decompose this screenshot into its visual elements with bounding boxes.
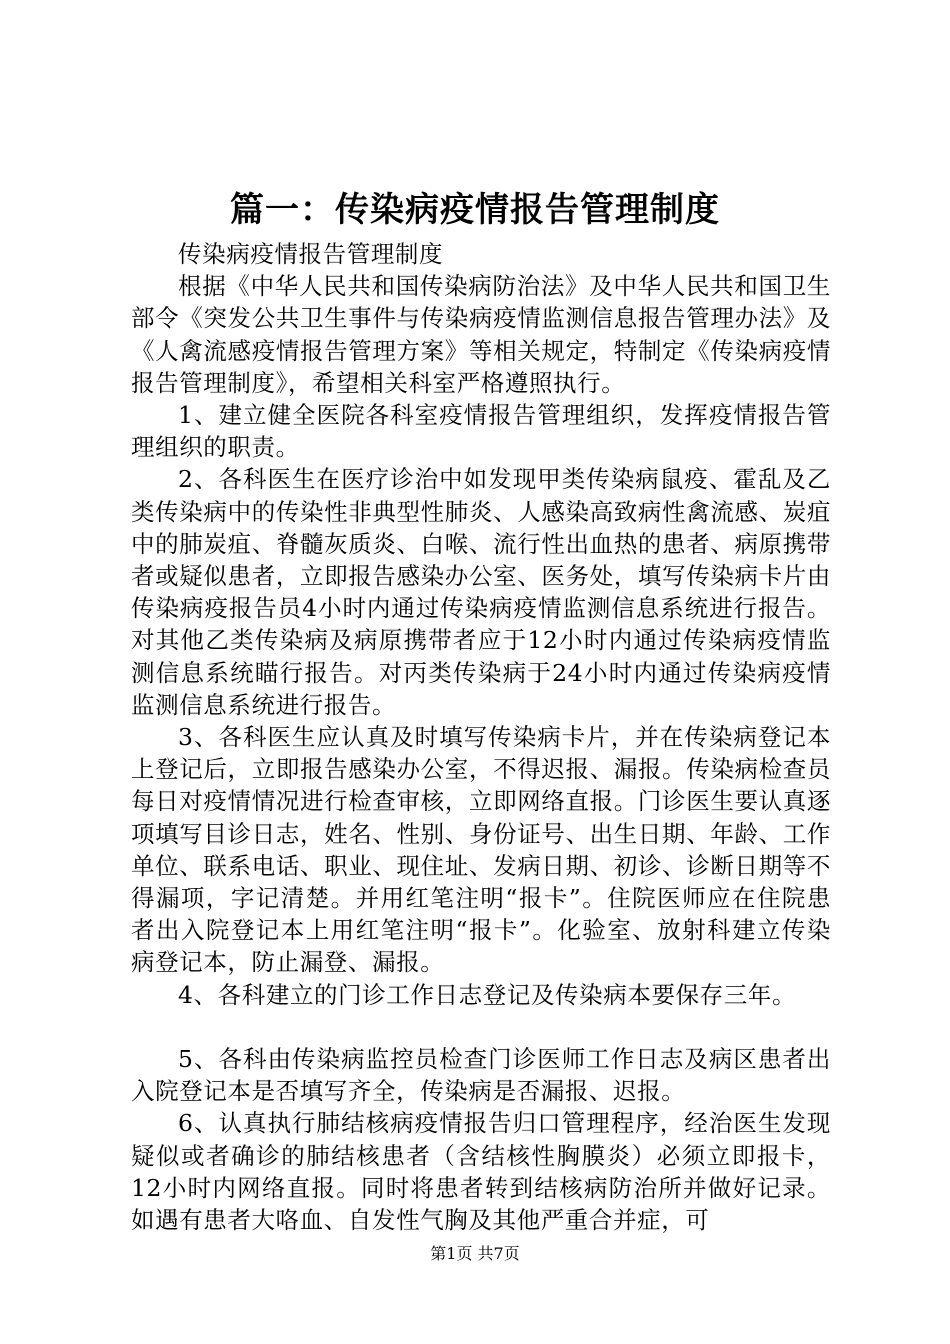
paragraph-item-3: 3、各科医生应认真及时填写传染病卡片，并在传染病登记本上登记后，立即报告感染办公室，不得迟报、漏报。传染病检查员每日对疫情情况进行检查审核，立即网络直报。门诊医生要认真逐项填写目诊日志，姓名、性别、身份证号、出生日期、年龄、工作单位、联系电话、职业、现住址、发病日期、初诊、诊断日期等不得漏项，字记清楚。并用红笔注明“报卡”。住院医师应在住院患者出入院登记本上用红笔注明“报卡”。化验室、放射科建立传染病登记本，防止漏登、漏报。: [131, 723, 831, 977]
paragraph-subtitle: 传染病疫情报告管理制度: [178, 240, 444, 268]
paragraph-item-2: 2、各科医生在医疗诊治中如发现甲类传染病鼠疫、霍乱及乙类传染病中的传染性非典型性肺炎、人感染高致病性禽流感、炭疽中的肺炭疽、脊髓灰质炎、白喉、流行性出血热的患者、病原携带者或疑似患者，立即报告感染办公室、医务处，填写传染病卡片由传染病疫报告员4小时内通过传染病疫情监测信息系统进行报告。对其他乙类传染病及病原携带者应于12小时内通过传染病疫情监测信息系统瞄行报告。对丙类传染病于24小时内通过传染病疫情监测信息系统进行报告。: [131, 465, 831, 719]
document-title: 篇一：传染病疫情报告管理制度: [230, 190, 720, 230]
paragraph-item-6: 6、认真执行肺结核病疫情报告归口管理程序，经治医生发现疑似或者确诊的肺结核患者（含结核性胸膜炎）必须立即报卡，12小时内网络直报。同时将患者转到结核病防治所并做好记录。如遇有患者大咯血、自发性气胸及其他严重合并症，可: [131, 1109, 831, 1235]
paragraph-intro: 根据《中华人民共和国传染病防治法》及中华人民共和国卫生部令《突发公共卫生事件与传染病疫情监测信息报告管理办法》及《人禽流感疫情报告管理方案》等相关规定，特制定《传染病疫情报告管理制度》，希望相关科室严格遵照执行。: [131, 272, 831, 397]
paragraph-item-1: 1、建立健全医院各科室疫情报告管理组织，发挥疫情报告管理组织的职责。: [131, 401, 831, 462]
paragraph-item-4: 4、各科建立的门诊工作日志登记及传染病本要保存三年。: [178, 980, 797, 1009]
page-footer: 第1页 共7页: [430, 1244, 520, 1263]
document-body: [131, 238, 831, 1236]
paragraph-item-5: 5、各科由传染病监控员检查门诊医师工作日志及病区患者出入院登记本是否填写齐全，传染病是否漏报、迟报。: [131, 1045, 831, 1106]
